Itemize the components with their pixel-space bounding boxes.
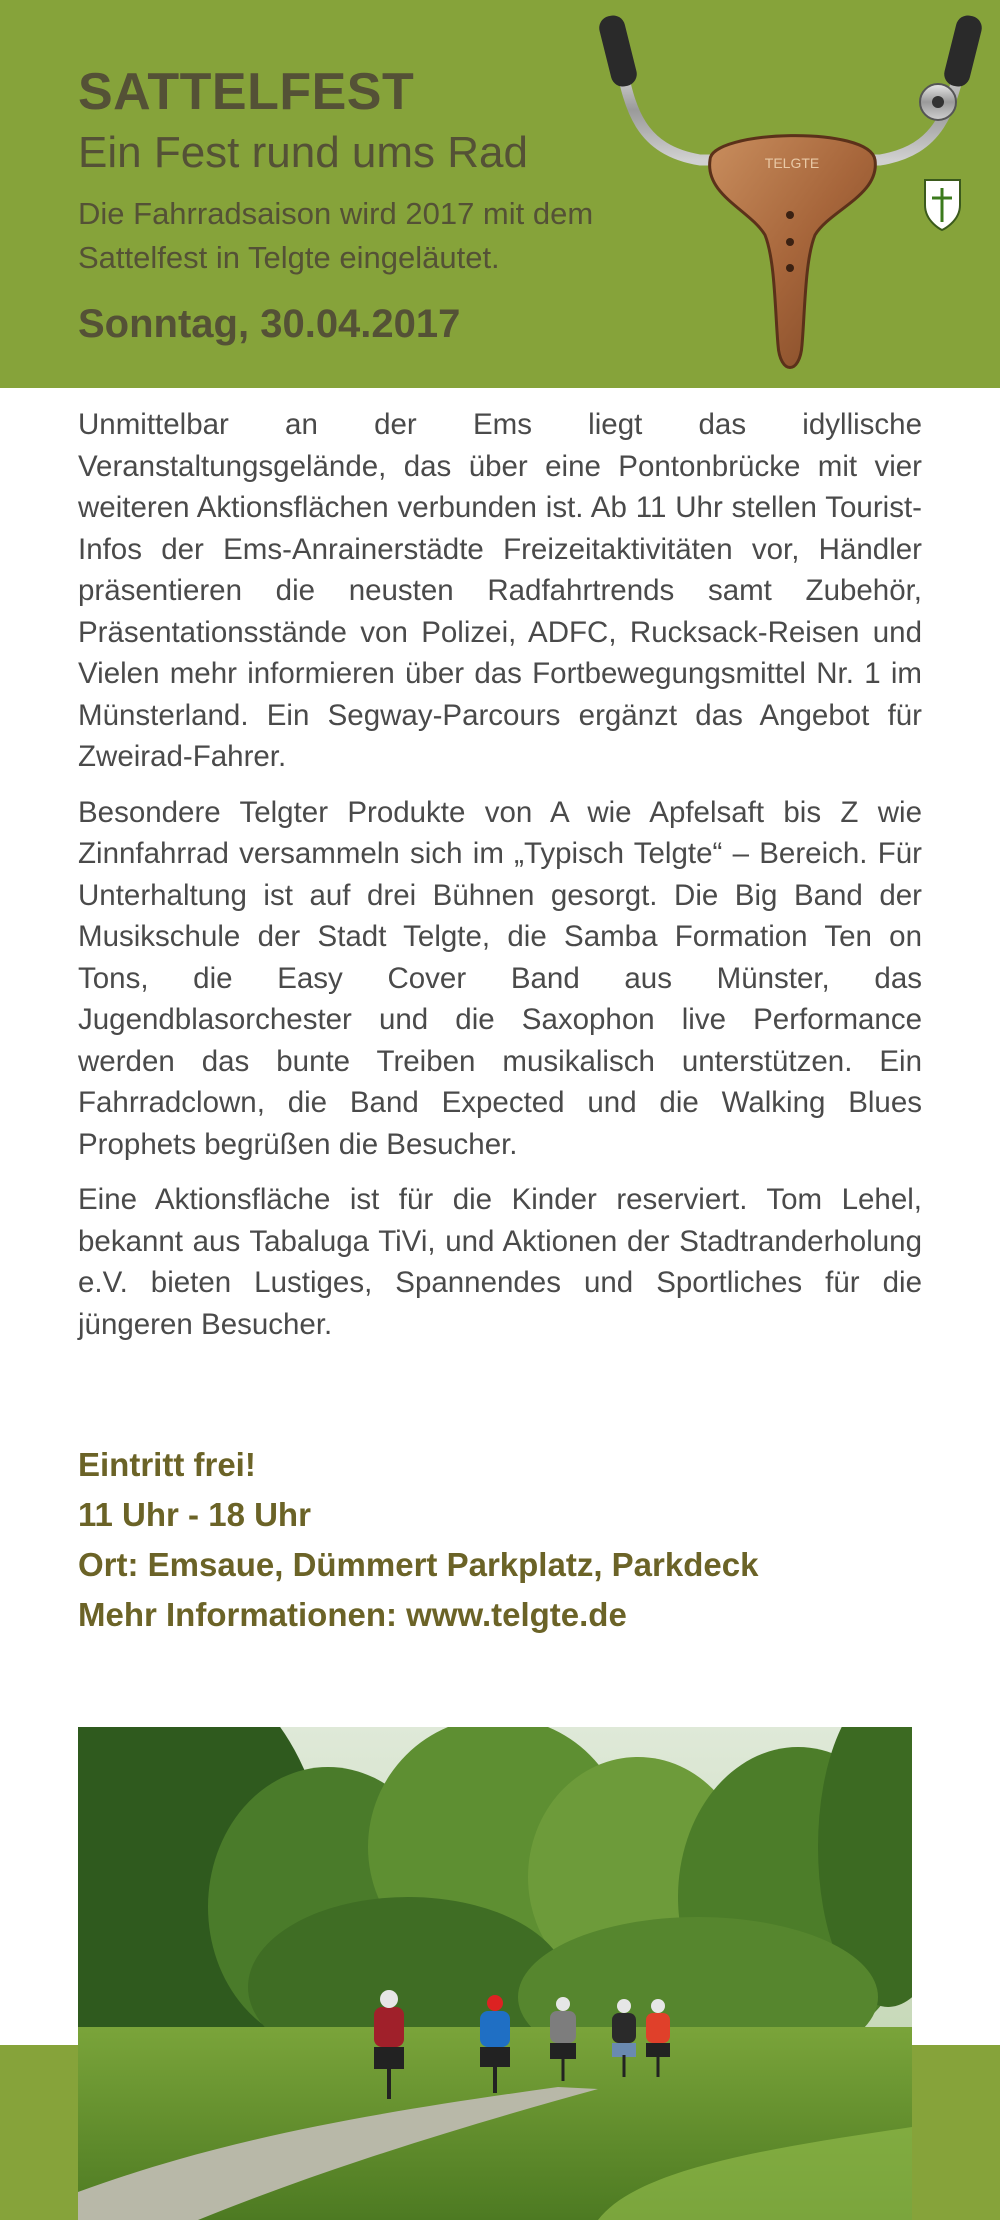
event-title: SATTELFEST (78, 63, 415, 121)
paragraph: Eine Aktionsfläche ist für die Kinder reserviert. Tom Lehel, bekannt aus Tabaluga TiVi, und Aktionen der Stadtranderholung e.V. bieten Lustiges, Spannendes und Sportliches für die jüngeren Besucher. (78, 1183, 922, 1341)
admission-text: Eintritt frei! (78, 1446, 256, 1483)
paragraph: Unmittelbar an der Ems liegt das idyllische Veranstaltungsgelände, das über eine Pontonbrücke mit vier weiteren Aktionsflächen verbunden ist. Ab 11 Uhr stellen Tourist-Infos der Ems-Anrainerstädte Freizeitaktivitäten vor, Händler präsentieren die neusten Radfahrtrends samt Zubehör, Präsentationsstände von Polizei, ADFC, Rucksack-Reisen und Vielen mehr informieren über das Fortbewegungsmittel Nr. 1 im Münsterland. Ein Segway-Parcours ergänzt das Angebot für Zweirad-Fahrer. (78, 408, 922, 773)
city-crest-icon (925, 180, 960, 230)
bicycle-saddle-icon (590, 10, 990, 385)
article-body (78, 404, 922, 1359)
event-subtitle: Ein Fest rund ums Rad (78, 128, 528, 177)
more-info-link[interactable]: Mehr Informationen: www.telgte.de (78, 1596, 627, 1633)
event-info (78, 1440, 758, 1640)
svg-text:TELGTE: TELGTE (764, 155, 820, 171)
location-text: Ort: Emsaue, Dümmert Parkplatz, Parkdeck (78, 1546, 759, 1583)
event-intro: Die Fahrradsaison wird 2017 mit dem Sattelfest in Telgte eingeläutet. (78, 196, 594, 275)
event-date: Sonntag, 30.04.2017 (78, 302, 461, 346)
hours-text: 11 Uhr - 18 Uhr (78, 1496, 311, 1533)
paragraph: Besondere Telgter Produkte von A wie Apfelsaft bis Z wie Zinnfahrrad versammeln sich im „Typisch Telgte“ – Bereich. Für Unterhaltung ist auf drei Bühnen gesorgt. Die Big Band der Musikschule der Stadt Telgte, die Samba Formation Ten on Tons, die Easy Cover Band aus Münster, das Jugendblasorchester und die Saxophon live Performance werden das bunte Treiben musikalisch unterstützen. Ein Fahrradclown, die Band Expected und die Walking Blues Prophets begrüßen die Besucher. (78, 795, 922, 1161)
header-banner (0, 0, 1000, 388)
cyclists-photo (78, 1727, 912, 2220)
bell-icon (920, 84, 956, 120)
